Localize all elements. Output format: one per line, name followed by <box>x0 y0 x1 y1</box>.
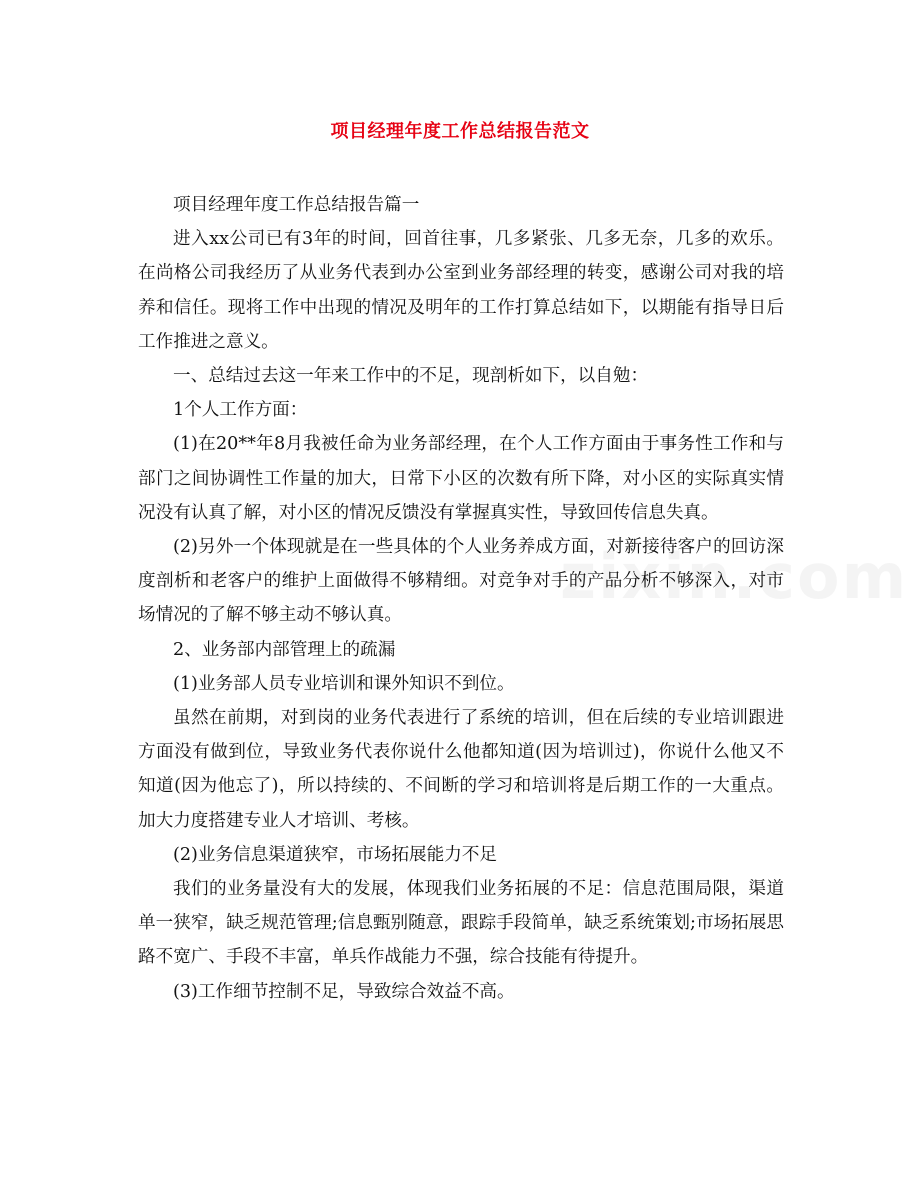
paragraph: 一、总结过去这一年来工作中的不足，现剖析如下，以自勉： <box>173 366 649 387</box>
section-heading: 项目经理年度工作总结报告篇一 <box>173 195 420 215</box>
paragraph: 虽然在前期，对到岗的业务代表进行了系统的培训，但在后续的专业培训跟进方面没有做到位，导致业务代表你说什么他都知道(因为培训过)，你说什么他又不知道(因为他忘了)，所以持续的、不间断的学习和培训将是后期工作的一大重点。加大力度搭建专业人才培训、考核。 <box>138 708 784 831</box>
document-title: 项目经理年度工作总结报告范文 <box>330 121 590 142</box>
paragraph: (1)业务部人员专业培训和课外知识不到位。 <box>173 673 515 694</box>
paragraph: (3)工作细节控制不足，导致综合效益不高。 <box>173 981 515 1002</box>
paragraph: (2)另外一个体现就是在一些具体的个人业务养成方面，对新接待客户的回访深度剖析和老客户的维护上面做得不够精细。对竞争对手的产品分析不够深入，对市场情况的了解不够主动不够认真。 <box>138 537 784 626</box>
paragraph: 我们的业务量没有大的发展，体现我们业务拓展的不足：信息范围局限，渠道单一狭窄，缺乏规范管理;信息甄别随意，跟踪手段简单，缺乏系统策划;市场拓展思路不宽广、手段不丰富，单兵作战能力不强，综合技能有待提升。 <box>138 879 784 968</box>
paragraph: 2、业务部内部管理上的疏漏 <box>173 639 396 660</box>
paragraph: 进入xx公司已有3年的时间，回首往事，几多紧张、几多无奈，几多的欢乐。在尚格公司我经历了从业务代表到办公室到业务部经理的转变，感谢公司对我的培养和信任。现将工作中出现的情况及明年的工作打算总结如下，以期能有指导日后工作推进之意义。 <box>138 229 784 352</box>
paragraph: (1)在20**年8月我被任命为业务部经理，在个人工作方面由于事务性工作和与部门之间协调性工作量的加大，日常下小区的次数有所下降，对小区的实际真实情况没有认真了解，对小区的情况反馈没有掌握真实性，导致回传信息失真。 <box>138 434 784 523</box>
paragraph: 1个人工作方面： <box>173 400 308 421</box>
document-body <box>138 188 784 1009</box>
paragraph: (2)业务信息渠道狭窄，市场拓展能力不足 <box>173 844 498 865</box>
